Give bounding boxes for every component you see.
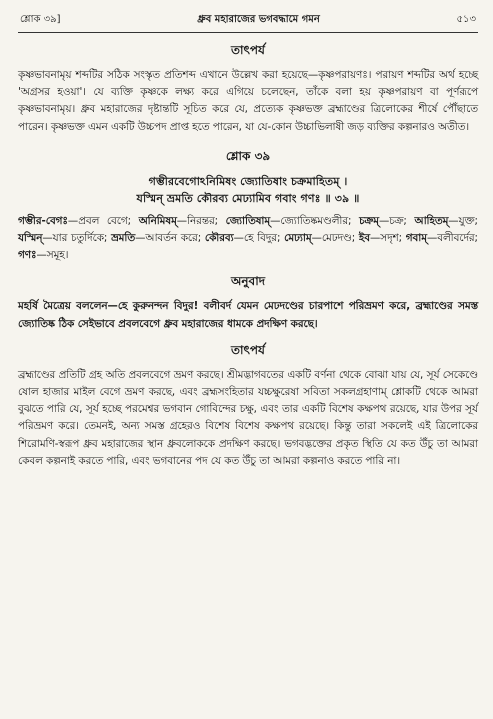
synonym-meaning: —সদৃশ; xyxy=(370,232,406,245)
synonym-meaning: —নিরন্তর; xyxy=(176,214,226,227)
running-header xyxy=(18,10,478,33)
verse-line-1: গম্ভীরবেগোঽনিমিষং জ্যোতিষাং চক্রমাহিতম্ । xyxy=(148,174,348,188)
synonym-meaning: —হে বিদুর; xyxy=(233,232,285,245)
purport-heading-1: তাৎপর্য xyxy=(231,43,265,57)
synonym-term: কৌরব্য xyxy=(204,232,234,245)
synonym-term: অনিমিষম্ xyxy=(138,214,177,227)
verse-heading: শ্লোক ৩৯ xyxy=(225,148,271,163)
synonym-meaning: —যার চতুর্দিকে; xyxy=(42,232,112,245)
synonym-term: ভ্রমতি xyxy=(111,232,136,245)
synonym-meaning: —যুক্ত; xyxy=(448,214,478,227)
page-number: ৫১৩ xyxy=(456,14,476,25)
synonym-term: আহিতম্ xyxy=(414,214,449,227)
synonym-term: গম্ভীর-বেগঃ xyxy=(18,214,68,227)
header-verse-ref: শ্লোক ৩৯] xyxy=(20,14,61,25)
synonym-term: ইব xyxy=(358,232,370,245)
synonym-meaning: —আবর্তন করে; xyxy=(135,232,205,245)
book-page xyxy=(18,10,478,470)
synonym-term: জ্যোতিষাম্ xyxy=(225,214,271,227)
synonym-meaning: —প্রবল বেগে; xyxy=(67,214,139,227)
header-chapter-title: ধ্রুব মহারাজের ভগবদ্ধামে গমন xyxy=(197,14,320,25)
synonym-term: মেঢ্যাম্ xyxy=(284,232,312,245)
translation-text: মহর্ষি মৈত্রেয় বললেন—হে কুরুনন্দন বিদুর! বলীবর্দ যেমন মেঢদণ্ডের চারপাশে পরিভ্রমণ করে, ব্রহ্মাণ্ডের সমস্ত জ্যোতিষ্ক ঠিক সেইভাবে প্রবলবেগে ধ্রুব মহারাজের ধামকে প্রদক্ষিণ করছে। xyxy=(18,300,478,330)
word-for-word-synonyms xyxy=(18,213,478,265)
verse-text xyxy=(18,173,478,207)
synonym-meaning: —জ্যোতিষ্কমণ্ডলীর; xyxy=(270,214,360,227)
verse-line-2: যস্মিন্ ভ্রমতি কৌরব্য মেঢ্যামিব গবাং গণঃ ॥ ৩৯ ॥ xyxy=(136,191,360,205)
purport-text-2: ব্রহ্মাণ্ডের প্রতিটি গ্রহ অতি প্রবলবেগে ভ্রমণ করছে। শ্রীমদ্ভাগবতের একটি বর্ণনা থেকে বোঝা যায় যে, সূর্য সেকেণ্ডে ষোল হাজার মাইল বেগে ভ্রমণ করছে, এবং ব্রহ্মসংহিতার যচ্চক্ষুরেষা সবিতা সকলগ্রহাণাম্ শ্লোকটি থেকে আমরা বুঝতে পারি যে, সূর্য হচ্ছে পরমেশ্বর ভগবান গোবিন্দের চক্ষু, এবং তার একটি বিশেষ কক্ষপথ রয়েছে, যার উপর সূর্য পরিভ্রমণ করে। তেমনই, অন্য সমস্ত গ্রহেরও বিশেষ বিশেষ কক্ষপথ রয়েছে। কিন্তু তারা সকলেই এই ত্রিলোকের শিরোমণি-স্বরূপ ধ্রুব মহারাজের স্থান ধ্রুবলোককে প্রদক্ষিণ করছে। ভগবদ্ভক্তের প্রকৃত স্থিতি যে কত উঁচু তা আমরা কেবল কল্পনাই করতে পারি, এবং ভগবানের পদ যে কত উঁচু তা আমরা কল্পনাও করতে পারি না। xyxy=(18,368,478,467)
purport-text-1: কৃষ্ণভাবনামৃয় শব্দটির সঠিক সংস্কৃত প্রতিশব্দ এখানে উল্লেখ করা হয়েছে—কৃষ্ণপরায়ণঃ। পরায়ণ শব্দটির অর্থ হচ্ছে 'অগ্রসর হওয়া'। যে ব্যক্তি কৃষ্ণকে লক্ষ্য করে এগিয়ে চলেছেন, তাঁকে বলা হয় কৃষ্ণপরায়ণ বা পূর্ণরূপে কৃষ্ণভাবনামৃয়। ধ্রুব মহারাজের দৃষ্টান্তটি সূচিত করে যে, প্রত্যেক কৃষ্ণভক্ত ব্রহ্মাণ্ডের ত্রিলোকের শীর্ষে পৌঁছাতে পারেন। কৃষ্ণভক্ত এমন একটি উচ্চপদ প্রাপ্ত হতে পারেন, যা যে-কোন উচ্চাভিলাষী জড় ব্যক্তির কল্পনারও অতীত। xyxy=(18,69,478,133)
synonym-meaning: —সমূহ। xyxy=(36,249,69,262)
synonym-meaning: —চক্র; xyxy=(378,214,415,227)
synonym-meaning: —বলীবর্দের; xyxy=(426,232,479,245)
synonym-term: চক্রম্ xyxy=(359,214,379,227)
synonym-term: গণঃ xyxy=(18,249,37,262)
synonym-term: গবাম্ xyxy=(405,232,427,245)
synonym-term: যস্মিন্ xyxy=(18,232,43,245)
purport-heading-2: তাৎপর্য xyxy=(231,342,265,357)
synonym-meaning: —মেঢদণ্ড; xyxy=(311,232,359,245)
translation-heading: অনুবাদ xyxy=(230,274,266,289)
